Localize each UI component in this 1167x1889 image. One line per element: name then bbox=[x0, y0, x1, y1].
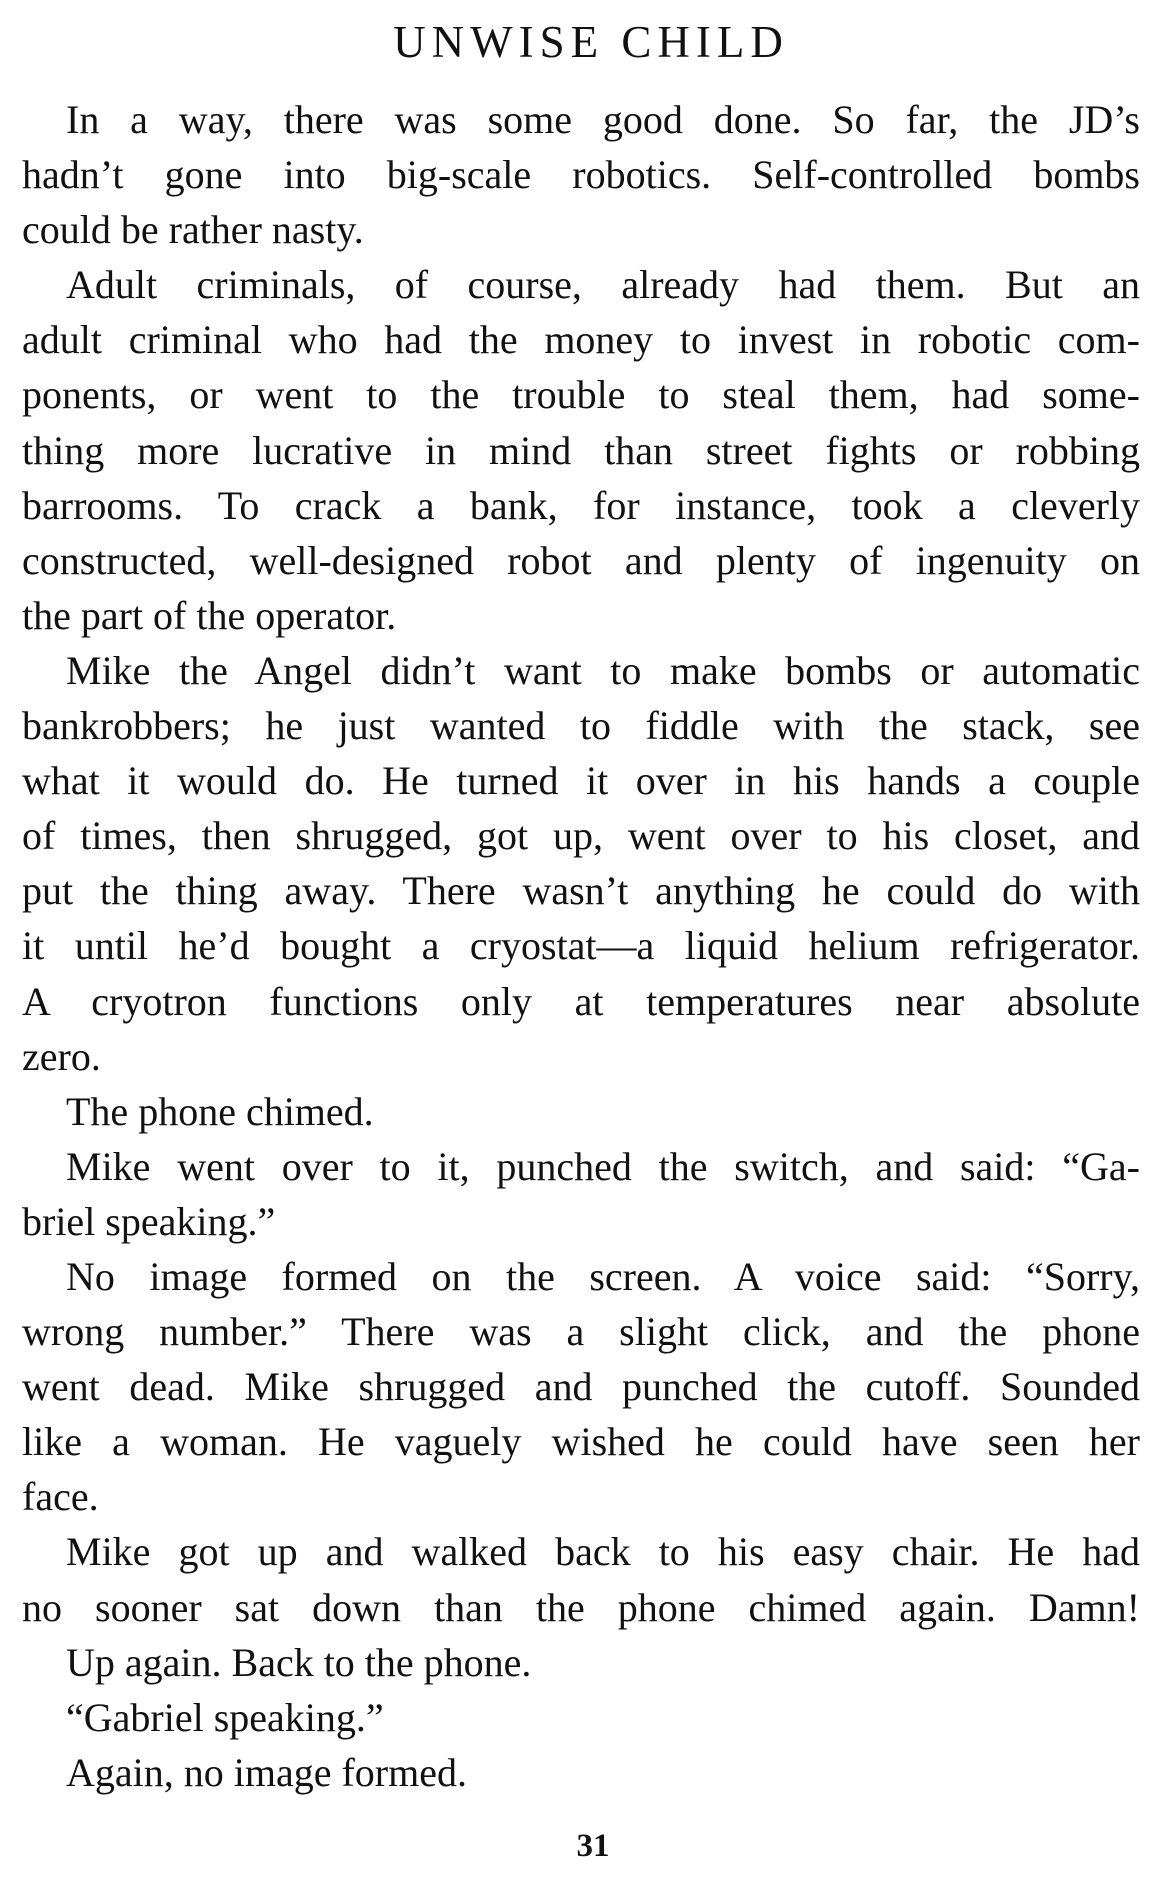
text-line: Mike got up and walked back to his easy chair. He had bbox=[66, 1529, 1140, 1575]
text-line: the part of the operator. bbox=[22, 592, 397, 638]
text-line: ponents, or went to the trouble to steal them, had some- bbox=[22, 372, 1140, 418]
text-line: of times, then shrugged, got up, went over to his closet, and bbox=[22, 813, 1140, 859]
body-text bbox=[22, 92, 1140, 1800]
text-line: Up again. Back to the phone. bbox=[66, 1639, 532, 1685]
text-line: constructed, well-designed robot and plenty of ingenuity on bbox=[22, 537, 1140, 583]
text-line: zero. bbox=[22, 1033, 101, 1079]
text-line: No image formed on the screen. A voice said: “Sorry, bbox=[66, 1253, 1140, 1299]
text-line: adult criminal who had the money to invest in robotic com- bbox=[22, 317, 1140, 363]
text-line: no sooner sat down than the phone chimed again. Damn! bbox=[22, 1584, 1140, 1630]
text-line: Adult criminals, of course, already had them. But an bbox=[66, 262, 1140, 308]
book-page bbox=[22, 0, 1140, 1864]
text-line: wrong number.” There was a slight click, and the phone bbox=[22, 1309, 1140, 1355]
text-line: went dead. Mike shrugged and punched the cutoff. Sounded bbox=[22, 1364, 1140, 1410]
text-line: thing more lucrative in mind than street fights or robbing bbox=[22, 427, 1140, 473]
text-line: briel speaking.” bbox=[22, 1198, 276, 1244]
text-line: face. bbox=[22, 1474, 99, 1520]
text-line: put the thing away. There wasn’t anything he could do with bbox=[22, 868, 1140, 914]
text-line: Mike went over to it, punched the switch, and said: “Ga- bbox=[66, 1143, 1140, 1189]
text-line: it until he’d bought a cryostat—a liquid helium refrigerator. bbox=[22, 923, 1140, 969]
text-line: hadn’t gone into big-scale robotics. Self-controlled bombs bbox=[22, 152, 1140, 198]
text-line: bankrobbers; he just wanted to fiddle with the stack, see bbox=[22, 703, 1140, 749]
text-line: The phone chimed. bbox=[66, 1088, 374, 1134]
text-line: Mike the Angel didn’t want to make bombs or automatic bbox=[66, 647, 1140, 693]
text-line: In a way, there was some good done. So far, the JD’s bbox=[66, 97, 1140, 142]
text-line: barrooms. To crack a bank, for instance, took a cleverly bbox=[22, 482, 1140, 528]
text-line: A cryotron functions only at temperatures near absolute bbox=[22, 978, 1140, 1024]
page-number: 31 bbox=[576, 1828, 610, 1864]
text-line: “Gabriel speaking.” bbox=[66, 1694, 384, 1740]
text-line: Again, no image formed. bbox=[66, 1749, 467, 1795]
text-line: could be rather nasty. bbox=[22, 207, 364, 253]
text-line: what it would do. He turned it over in his hands a couple bbox=[22, 758, 1140, 804]
text-line: like a woman. He vaguely wished he could have seen her bbox=[22, 1419, 1140, 1465]
running-head: UNWISE CHILD bbox=[393, 17, 789, 67]
